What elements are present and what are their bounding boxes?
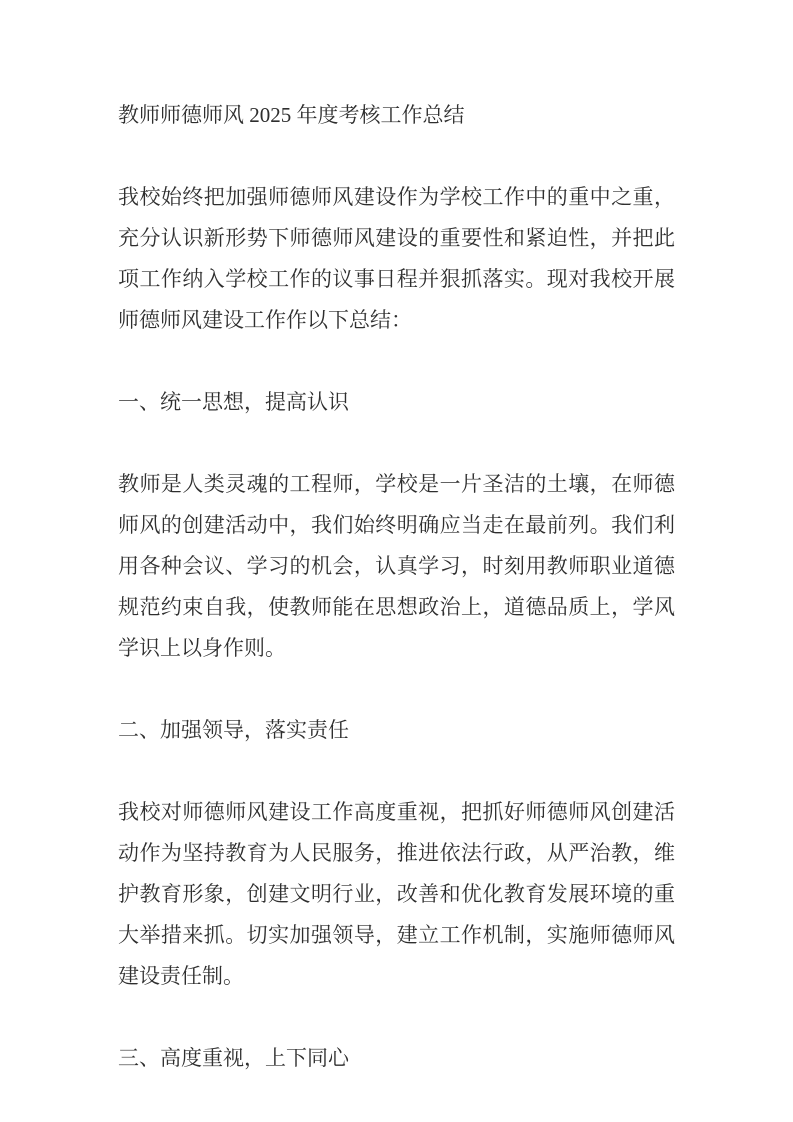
section-heading-2: 二、加强领导，落实责任 (118, 718, 349, 742)
paragraph-section-2: 我校对师德师风建设工作高度重视，把抓好师德师风创建活动作为坚持教育为人民服务，推进依法行政，从严治教，维护教育形象，创建文明行业，改善和优化教育发展环境的重大举措来抓。切实加强领导，建立工作机制，实施师德师风建设责任制。 (118, 800, 675, 988)
section-heading-3: 三、高度重视，上下同心 (118, 1046, 349, 1070)
paragraph-section-1: 教师是人类灵魂的工程师，学校是一片圣洁的土壤，在师德师风的创建活动中，我们始终明确应当走在最前列。我们利用各种会议、学习的机会，认真学习，时刻用教师职业道德规范约束自我，使教师能在思想政治上，道德品质上，学风学识上以身作则。 (118, 472, 675, 660)
document-title: 教师师德师风 2025 年度考核工作总结 (118, 103, 465, 127)
paragraph-intro: 我校始终把加强师德师风建设作为学校工作中的重中之重，充分认识新形势下师德师风建设的重要性和紧迫性，并把此项工作纳入学校工作的议事日程并狠抓落实。现对我校开展师德师风建设工作作以下总结： (118, 185, 675, 332)
section-heading-1: 一、统一思想，提高认识 (118, 390, 349, 414)
